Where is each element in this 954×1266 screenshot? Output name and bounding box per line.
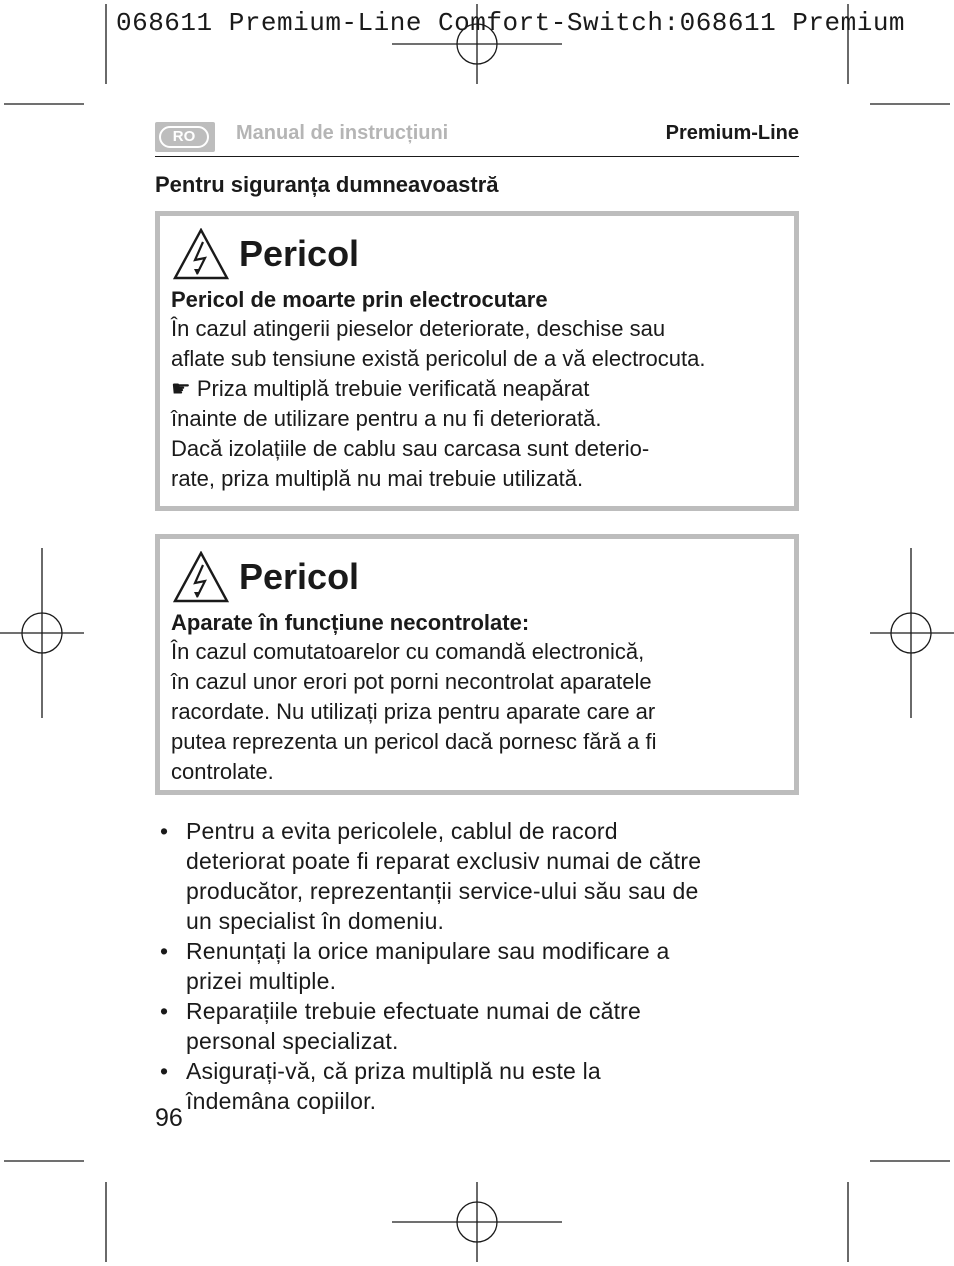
warning-line: controlate. [171, 759, 274, 784]
list-item-line: producător, reprezentanții service-ului său sau de [186, 878, 699, 904]
list-item-line: Renunțați la orice manipulare sau modificare a [186, 938, 670, 964]
warning-line: Dacă izolațiile de cablu sau carcasa sunt deterio- [171, 436, 650, 461]
list-item-line: îndemâna copiilor. [186, 1088, 377, 1114]
warning-line: ☛ Priza multiplă trebuie verificată neapărat [171, 376, 590, 401]
warning-line: înainte de utilizare pentru a nu fi deteriorată. [171, 406, 602, 431]
list-item-line: deteriorat poate fi reparat exclusiv numai de către [186, 848, 702, 874]
bullet-icon: • [160, 1058, 169, 1084]
warning-text [171, 637, 782, 787]
warning-subtitle: Aparate în funcțiune necontrolate: [171, 610, 530, 635]
warning-box-electrocution [155, 211, 799, 511]
warning-header [171, 549, 782, 607]
page-header [155, 120, 799, 157]
warning-box-uncontrolled-devices [155, 534, 799, 795]
warning-line: În cazul comutatoarelor cu comandă electronică, [171, 639, 645, 664]
warning-line: rate, priza multiplă nu mai trebuie utilizată. [171, 466, 584, 491]
bullet-icon: • [160, 818, 169, 844]
list-item-line: un specialist în domeniu. [186, 908, 445, 934]
list-item [160, 1056, 800, 1116]
warning-line: în cazul unor erori pot porni necontrolat aparatele [171, 669, 652, 694]
warning-header [171, 226, 782, 284]
list-item [160, 816, 800, 936]
warning-line: aflate sub tensiune există pericolul de a vă electrocuta. [171, 346, 706, 371]
warning-text [171, 314, 782, 494]
language-badge [155, 122, 215, 152]
list-item [160, 996, 800, 1056]
bullet-icon: • [160, 998, 169, 1024]
electric-hazard-icon [173, 551, 229, 603]
warning-line: racordate. Nu utilizați priza pentru aparate care ar [171, 699, 656, 724]
warning-line: În cazul atingerii pieselor deteriorate, deschise sau [171, 316, 666, 341]
safety-bullet-list [160, 816, 800, 1116]
language-code: RO [159, 126, 209, 148]
warning-label: Pericol [239, 556, 360, 597]
manual-title: Manual de instrucțiuni [236, 122, 449, 144]
list-item-line: prizei multiple. [186, 968, 337, 994]
brand-name: Premium-Line [665, 122, 799, 144]
list-item-line: Pentru a evita pericolele, cablul de racord [186, 818, 618, 844]
warning-line: putea reprezenta un pericol dacă pornesc fără a fi [171, 729, 657, 754]
section-title: Pentru siguranța dumneavoastră [155, 172, 499, 197]
list-item-line: Reparațiile trebuie efectuate numai de către [186, 998, 642, 1024]
list-item-line: Asigurați-vă, că priza multiplă nu este la [186, 1058, 601, 1084]
electric-hazard-icon [173, 228, 229, 280]
page-number: 96 [155, 1104, 183, 1132]
printer-slug: 068611 Premium-Line Comfort-Switch:068611 Premium [116, 8, 906, 38]
warning-label: Pericol [239, 233, 360, 274]
list-item [160, 936, 800, 996]
warning-subtitle: Pericol de moarte prin electrocutare [171, 287, 548, 312]
bullet-icon: • [160, 938, 169, 964]
list-item-line: personal specializat. [186, 1028, 399, 1054]
